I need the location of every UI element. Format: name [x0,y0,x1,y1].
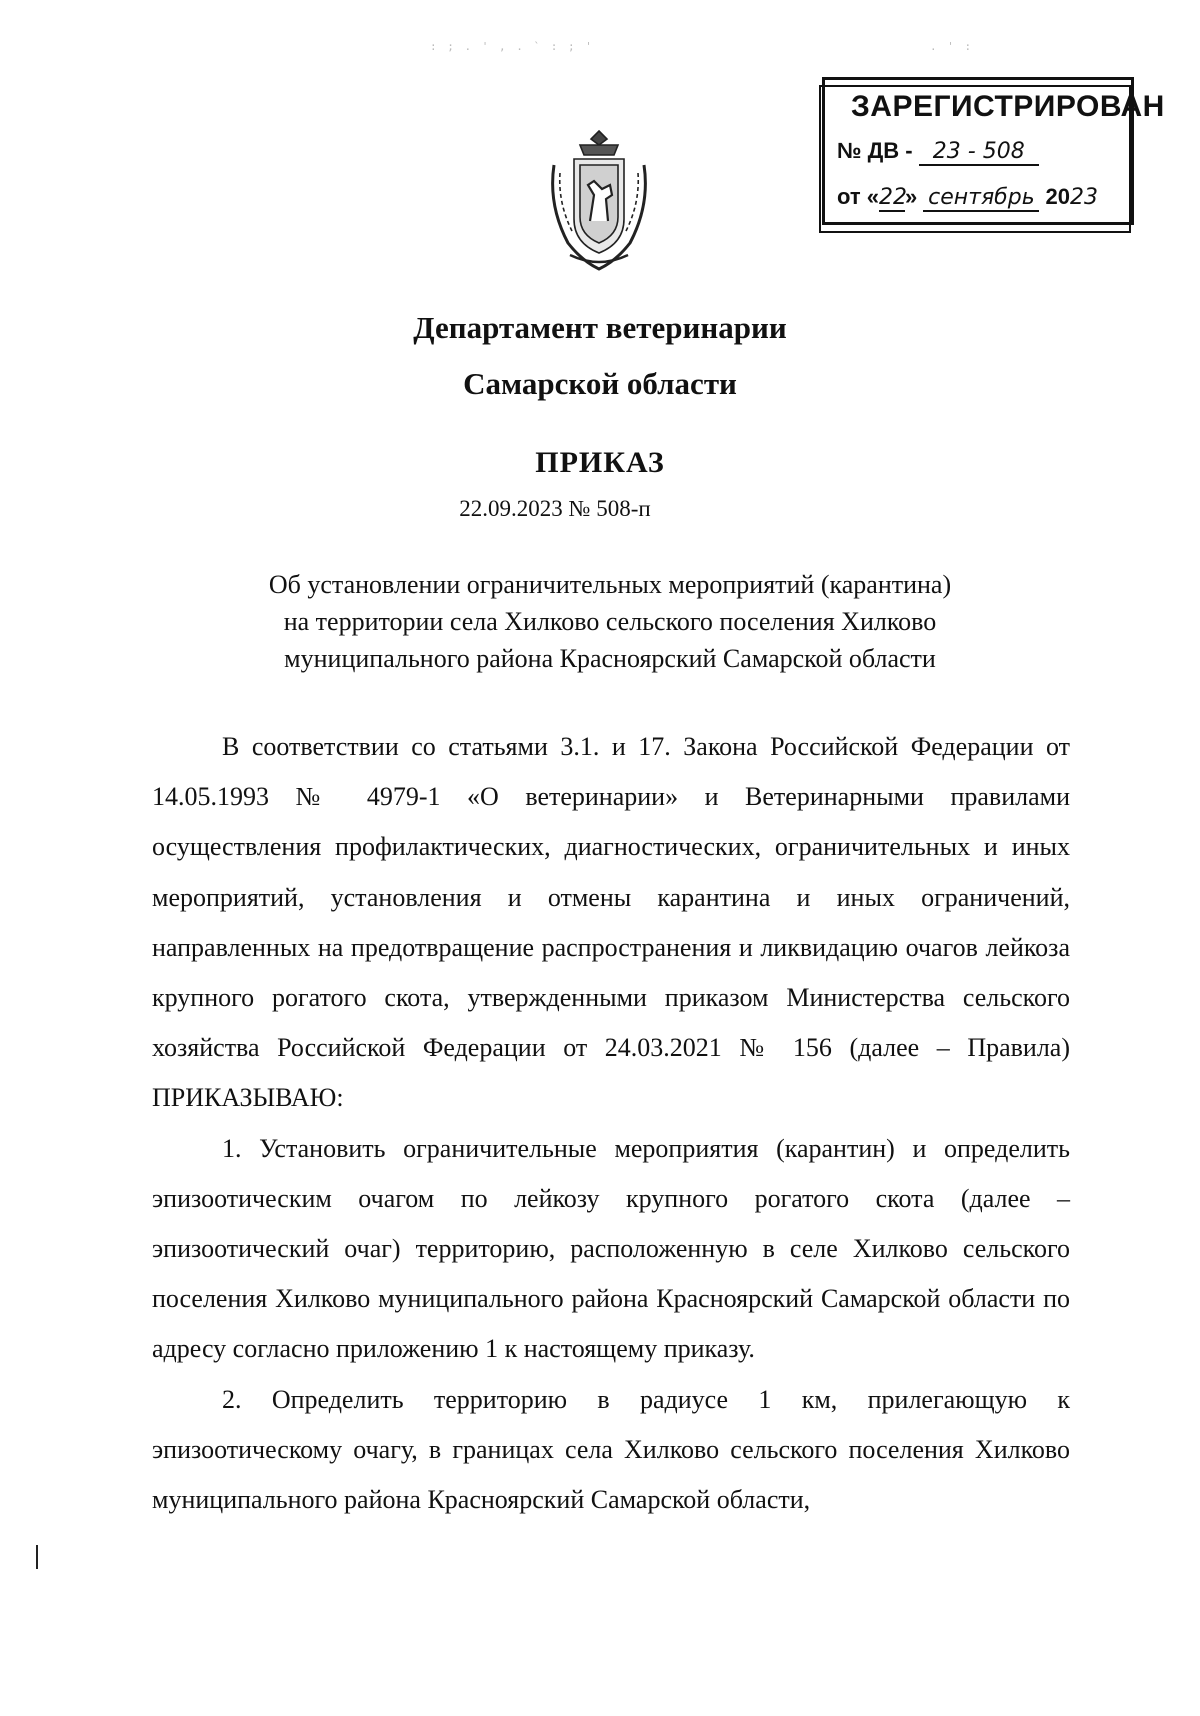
stamp-date-mid: » [905,184,918,209]
order-item-1: 1. Установить ограничительные мероприятия (карантин) и определить эпизоотическим очагом по лейкозу крупного рогатого скота (далее – эпизоотический очаг) территорию, расположенную в селе Хилково сельского поселения Хилково муниципального района Красноярский Самарской области по адресу согласно приложению 1 к настоящему приказу. [152,1133,1070,1364]
registration-stamp [822,77,1165,225]
document-subject [200,566,1020,677]
subject-line: муниципального района Красноярский Самарской области [284,644,936,673]
stamp-number-value: 23 - 508 [919,139,1039,166]
order-item-2: 2. Определить территорию в радиусе 1 км, прилегающую к эпизоотическому очагу, в границах села Хилково сельского поселения Хилково муниципального района Красноярский Самарской области, [152,1384,1070,1515]
stamp-year-suffix: 23 [1070,185,1098,210]
department-name-line1: Департамент ветеринарии [413,310,787,345]
stamp-date-prefix: от « [837,184,880,209]
stamp-date-row [837,184,1096,212]
document-body [152,722,1070,1525]
stamp-number-row [837,138,1039,166]
scan-margin-mark [36,1545,38,1569]
department-name-line2: Самарской области [463,366,737,401]
stamp-date-month: сентябрь [923,185,1039,212]
stamp-date-day: 22 [879,185,908,210]
stamp-title: ЗАРЕГИСТРИРОВАН [851,90,1165,123]
coat-of-arms-emblem [540,125,658,275]
subject-line: Об установлении ограничительных мероприятий (карантина) [268,570,952,599]
preamble-paragraph: В соответствии со статьями 3.1. и 17. Закона Российской Федерации от 14.05.1993 № 4979-1 «О ветеринарии» и Ветеринарными правилами осуществления профилактических, диагностических, ограничительных и иных мероприятий, установления и отмены карантина и иных ограничений, направленных на предотвращение распространения и ликвидацию очагов лейкоза крупного рогатого скота, утвержденными приказом Министерства сельского хозяйства Российской Федерации от 24.03.2021 № 156 (далее – Правила) ПРИКАЗЫВАЮ: [152,732,1070,1113]
scan-noise: . ' : [930,40,974,53]
document-type-title: ПРИКАЗ [535,446,665,479]
document-date-number: 22.09.2023 № 508-п [459,496,651,521]
stamp-year-prefix: 20 [1045,184,1070,209]
subject-line: на территории села Хилково сельского поселения Хилково [283,607,937,636]
stamp-number-label: № ДВ - [837,138,913,163]
scan-noise: : ; . ' , . ` : ; ' [430,40,594,53]
